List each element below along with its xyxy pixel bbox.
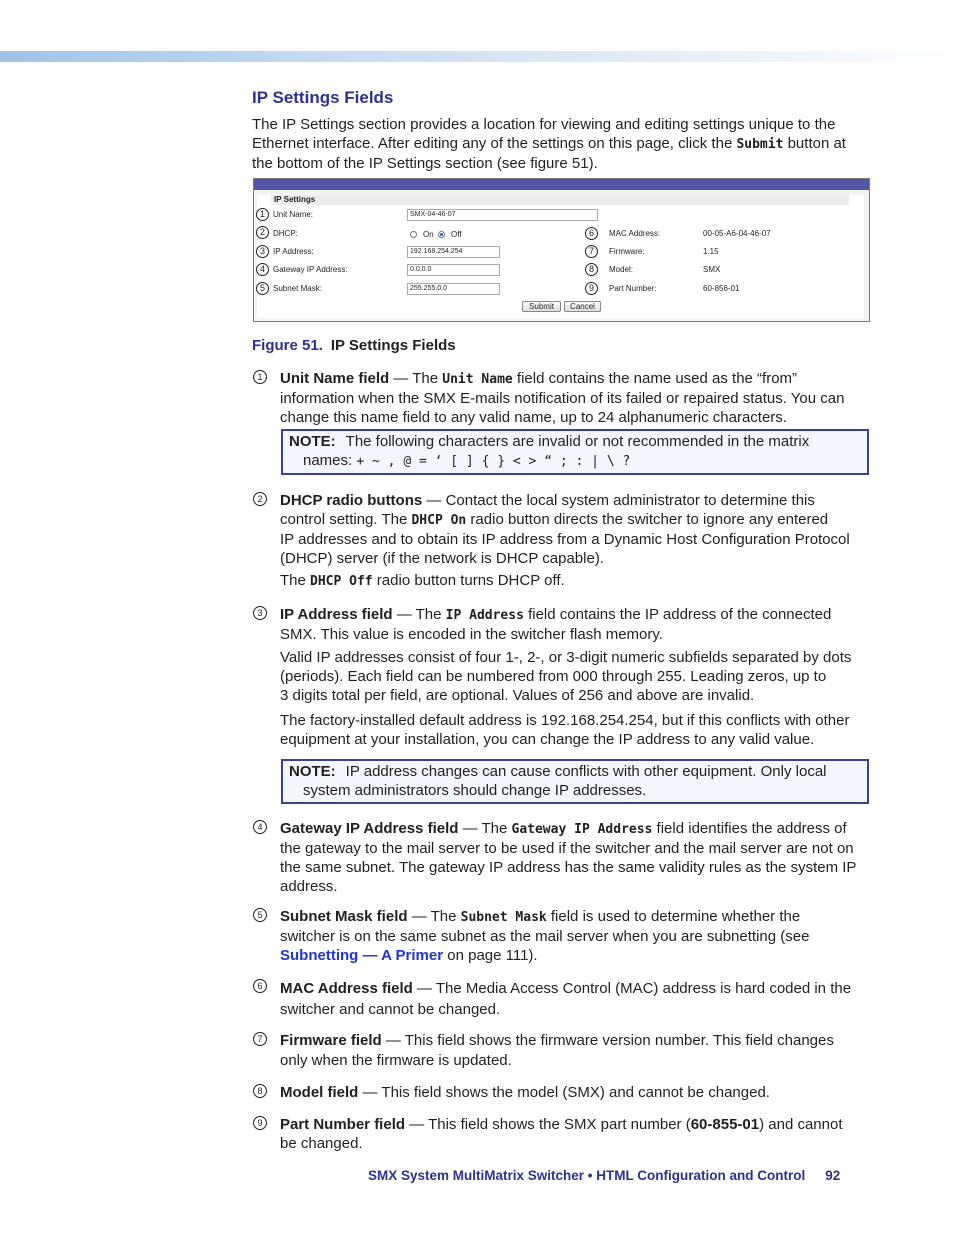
subnet-mask-label: Subnet Mask: xyxy=(273,284,322,293)
note-text: system administrators should change IP addresses. xyxy=(303,782,647,799)
item-text: — The xyxy=(392,606,446,623)
item-text: 3 digits total per field, are optional. Values of 256 and above are invalid. xyxy=(280,687,755,704)
ip-settings-screenshot xyxy=(253,178,870,322)
gateway-ip-input[interactable]: 0.0.0.0 xyxy=(407,264,500,276)
item-text: field contains the IP address of the connected xyxy=(523,606,832,623)
item-text: IP addresses and to obtain its IP address from a Dynamic Host Configuration Protocol xyxy=(280,531,850,548)
unit-name-input[interactable]: SMX-04-46-07 xyxy=(407,209,598,221)
item-text: The factory-installed default address is 192.168.254.254, but if this conflicts with other xyxy=(280,712,850,729)
page-number: 92 xyxy=(825,1168,841,1183)
firmware-label: Firmware: xyxy=(609,247,645,256)
item-text: field contains the name used as the “from” xyxy=(512,370,798,387)
section-title: IP Settings Fields xyxy=(252,88,394,107)
item-number-3: 3 xyxy=(253,606,267,620)
item-code: Subnet Mask xyxy=(460,910,547,925)
item-title: IP Address field xyxy=(280,606,393,623)
item-text: information when the SMX E-mails notification of its failed or repaired status. You can xyxy=(280,390,845,407)
item-title: Part Number field xyxy=(280,1116,406,1133)
item-code: Gateway IP Address xyxy=(511,822,653,837)
ip-address-input[interactable]: 192.168.254.254 xyxy=(407,246,500,258)
note-text: IP address changes can cause conflicts with other equipment. Only local xyxy=(345,763,827,780)
mac-description xyxy=(280,978,870,1020)
ip-address-description xyxy=(280,605,870,644)
callout-5: 5 xyxy=(256,282,269,295)
footer-title: SMX System MultiMatrix Switcher • HTML Configuration and Control xyxy=(368,1168,806,1183)
callout-9: 9 xyxy=(585,282,598,295)
item-number-1: 1 xyxy=(253,370,267,384)
item-code: DHCP Off xyxy=(310,574,373,589)
item-title: Subnet Mask field xyxy=(280,908,408,925)
item-number-5: 5 xyxy=(253,908,267,922)
item-text: the same subnet. The gateway IP address has the same validity rules as the system IP xyxy=(280,859,857,876)
item-text: on page 111). xyxy=(443,947,538,964)
item-text: (periods). Each field can be numbered from 000 through 255. Leading zeros, up to xyxy=(280,668,827,685)
firmware-value: 1.15 xyxy=(703,247,719,256)
callout-3: 3 xyxy=(256,245,269,258)
intro-line: Ethernet interface. After editing any of the settings on this page, click the xyxy=(252,135,737,152)
item-code: Unit Name xyxy=(442,372,513,387)
model-value: SMX xyxy=(703,265,721,274)
item-text: — Contact the local system administrator to determine this xyxy=(422,492,815,509)
item-text: field identifies the address of xyxy=(652,820,847,837)
item-text: switcher and cannot be changed. xyxy=(280,1001,501,1018)
submit-button[interactable]: Submit xyxy=(522,301,561,312)
dhcp-off-description xyxy=(280,571,870,591)
subnet-mask-input[interactable]: 255.255.0.0 xyxy=(407,283,500,295)
item-title: Unit Name field xyxy=(280,370,390,387)
item-number-8: 8 xyxy=(253,1084,267,1098)
mac-address-value: 00-05-A6-04-46-07 xyxy=(703,229,771,238)
ip-settings-panel-title: IP Settings xyxy=(271,195,849,205)
callout-1: 1 xyxy=(256,208,269,221)
note-text: names: xyxy=(303,452,357,469)
screenshot-header-bar xyxy=(254,179,869,190)
subnet-description xyxy=(280,907,870,965)
item-text: Valid IP addresses consist of four 1-, 2-, or 3-digit numeric subfields separated by dots xyxy=(280,649,852,666)
item-code: DHCP On xyxy=(411,513,467,528)
ip-validity-description xyxy=(280,648,870,705)
item-text: The xyxy=(280,572,311,589)
dhcp-on-label: On xyxy=(423,230,434,239)
part-number-label: Part Number: xyxy=(609,284,657,293)
figure-caption-text: IP Settings Fields xyxy=(330,337,456,354)
item-title: Firmware field xyxy=(280,1032,382,1049)
item-number-2: 2 xyxy=(253,492,267,506)
ip-default-description xyxy=(280,711,870,749)
item-number-9: 9 xyxy=(253,1116,267,1130)
model-description xyxy=(280,1083,870,1102)
item-text: SMX. This value is encoded in the switcher flash memory. xyxy=(280,626,663,643)
item-number-7: 7 xyxy=(253,1032,267,1046)
item-number-6: 6 xyxy=(253,979,267,993)
callout-8: 8 xyxy=(585,263,598,276)
item-text: field is used to determine whether the xyxy=(546,908,801,925)
callout-6: 6 xyxy=(585,227,598,240)
dhcp-label: DHCP: xyxy=(273,229,298,238)
item-text: change this name field to any valid name, up to 24 alphanumeric characters. xyxy=(280,409,787,426)
callout-7: 7 xyxy=(585,245,598,258)
item-text: (DHCP) server (if the network is DHCP capable). xyxy=(280,550,604,567)
ip-address-label: IP Address: xyxy=(273,247,314,256)
unit-name-description xyxy=(280,369,870,427)
mac-address-label: MAC Address: xyxy=(609,229,661,238)
unit-name-label: Unit Name: xyxy=(273,210,314,219)
item-text: radio button turns DHCP off. xyxy=(372,572,565,589)
item-text: — The xyxy=(389,370,443,387)
item-text: — This field shows the SMX part number ( xyxy=(405,1116,691,1133)
invalid-characters-code: + ~ , @ = ‘ [ ] { } < > “ ; : | \ ? xyxy=(356,454,631,469)
callout-2: 2 xyxy=(256,226,269,239)
model-label: Model: xyxy=(609,265,634,274)
note-text: The following characters are invalid or not recommended in the matrix xyxy=(345,433,810,450)
header-gradient-bar xyxy=(0,51,954,62)
item-text: the gateway to the mail server to be used if the switcher and the mail server are not on xyxy=(280,840,854,857)
dhcp-off-label: Off xyxy=(451,230,462,239)
item-text: only when the firmware is updated. xyxy=(280,1052,512,1069)
figure-caption xyxy=(252,337,456,354)
note-label: NOTE: xyxy=(289,433,336,450)
note-label: NOTE: xyxy=(289,763,336,780)
gateway-ip-label: Gateway IP Address: xyxy=(273,265,348,274)
figure-number: Figure 51. xyxy=(252,337,323,354)
item-text: control setting. The xyxy=(280,511,412,528)
item-text: — This field shows the model (SMX) and cannot be changed. xyxy=(358,1084,770,1101)
gateway-description xyxy=(280,819,870,896)
note-ip-changes xyxy=(281,759,869,804)
dhcp-description xyxy=(280,491,870,568)
item-text: radio button directs the switcher to ignore any entered xyxy=(466,511,829,528)
subnetting-primer-link[interactable]: Subnetting — A Primer xyxy=(280,947,444,964)
intro-line: button at xyxy=(783,135,846,152)
intro-line: the bottom of the IP Settings section (see figure 51). xyxy=(252,155,598,172)
item-number-4: 4 xyxy=(253,820,267,834)
cancel-button[interactable]: Cancel xyxy=(564,301,601,312)
note-invalid-characters xyxy=(281,429,869,475)
part-number-value: 60-856-01 xyxy=(703,284,740,293)
item-text: switcher is on the same subnet as the mail server when you are subnetting (see xyxy=(280,928,810,945)
item-text: ) and cannot xyxy=(759,1116,843,1133)
item-text: equipment at your installation, you can change the IP address to any valid value. xyxy=(280,731,815,748)
part-number-value: 60-855-01 xyxy=(690,1116,760,1133)
item-title: DHCP radio buttons xyxy=(280,492,423,509)
item-text: — This field shows the firmware version number. This field changes xyxy=(381,1032,834,1049)
callout-4: 4 xyxy=(256,263,269,276)
item-title: MAC Address field xyxy=(280,980,413,997)
dhcp-off-radio[interactable] xyxy=(438,231,445,238)
dhcp-on-radio[interactable] xyxy=(410,231,417,238)
item-code: IP Address xyxy=(445,608,524,623)
item-text: be changed. xyxy=(280,1135,363,1152)
intro-line: The IP Settings section provides a location for viewing and editing settings unique to the xyxy=(252,116,836,133)
item-text: — The xyxy=(407,908,461,925)
item-title: Gateway IP Address field xyxy=(280,820,459,837)
item-text: — The Media Access Control (MAC) address is hard coded in the xyxy=(412,980,852,997)
page-footer xyxy=(368,1168,840,1183)
submit-code: Submit xyxy=(736,137,784,152)
item-title: Model field xyxy=(280,1084,359,1101)
item-text: address. xyxy=(280,878,338,895)
item-text: — The xyxy=(458,820,512,837)
firmware-description xyxy=(280,1031,870,1071)
part-number-description xyxy=(280,1115,870,1153)
intro-paragraph xyxy=(252,115,846,173)
